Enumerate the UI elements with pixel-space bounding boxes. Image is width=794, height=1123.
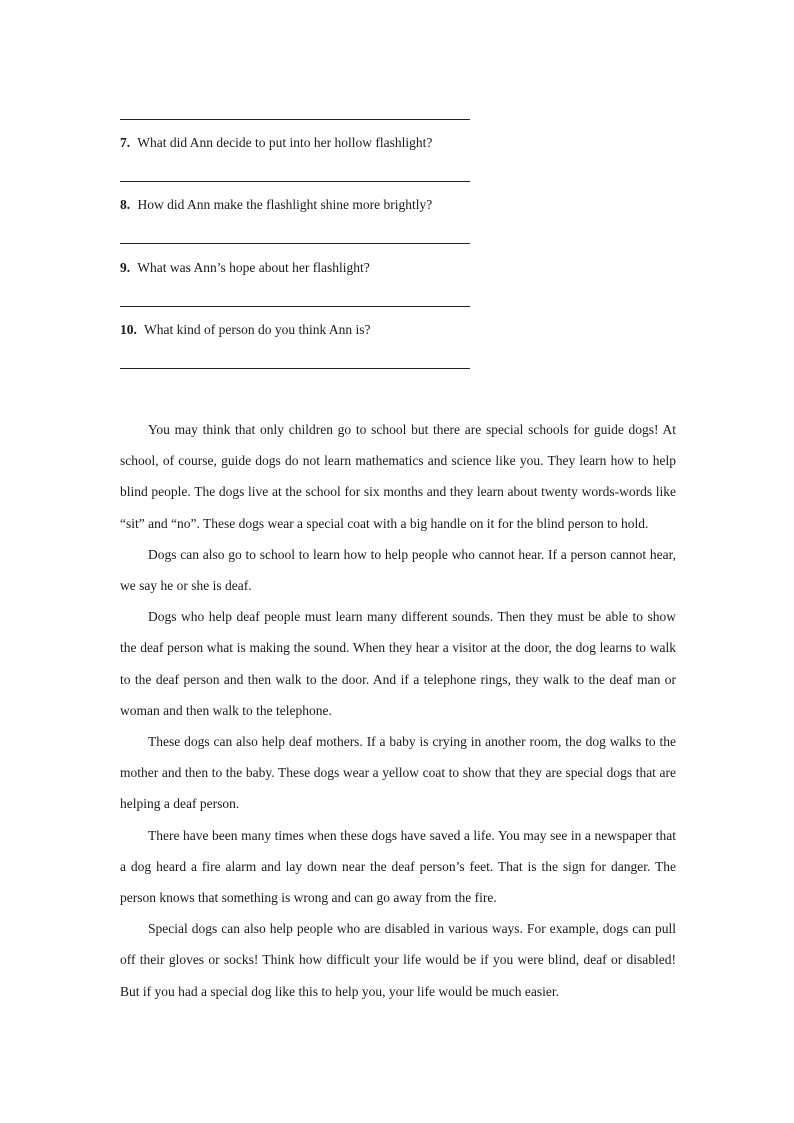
question-number: 7. — [120, 135, 131, 150]
paragraph: You may think that only children go to school but there are special schools for guide dogs! At school, of course, guide dogs do not learn mathematics and science like you. They learn how to help blind people. The dogs live at the school for six months and they learn about twenty words-words like “sit” and “no”. These dogs wear a special coat with a big handle on it for the blind person to hold. — [120, 422, 676, 531]
paragraph: Dogs who help deaf people must learn many different sounds. Then they must be able to show the deaf person what is making the sound. When they hear a visitor at the door, the dog learns to walk to the deaf person and then walk to the door. And if a telephone rings, they walk to the deaf man or woman and then walk to the telephone. — [120, 609, 676, 718]
question-text: What was Ann’s hope about her flashlight? — [137, 260, 370, 275]
paragraph: There have been many times when these dogs have saved a life. You may see in a newspaper that a dog heard a fire alarm and lay down near the deaf person’s feet. That is the sign for danger. The person knows that something is wrong and can go away from the fire. — [120, 827, 676, 906]
question-10 — [120, 321, 371, 339]
question-number: 10. — [120, 322, 137, 337]
paragraph: Dogs can also go to school to learn how to help people who cannot hear. If a person cannot hear, we say he or she is deaf. — [120, 546, 676, 594]
question-number: 8. — [120, 197, 131, 212]
answer-line-9 — [120, 306, 470, 307]
question-9 — [120, 259, 370, 277]
question-8 — [120, 196, 432, 214]
answer-line-7 — [120, 181, 470, 182]
question-number: 9. — [120, 260, 131, 275]
reading-passage — [120, 414, 676, 1007]
question-text: How did Ann make the flashlight shine more brightly? — [137, 197, 433, 212]
paragraph: Special dogs can also help people who are disabled in various ways. For example, dogs can pull off their gloves or socks! Think how difficult your life would be if you were blind, deaf or disabled! But if you had a special dog like this to help you, your life would be much easier. — [120, 921, 676, 999]
question-text: What kind of person do you think Ann is? — [144, 322, 371, 337]
question-text: What did Ann decide to put into her hollow flashlight? — [137, 135, 433, 150]
answer-line-10 — [120, 368, 470, 369]
question-7 — [120, 134, 432, 152]
answer-line-8 — [120, 243, 470, 244]
paragraph: These dogs can also help deaf mothers. If a baby is crying in another room, the dog walks to the mother and then to the baby. These dogs wear a yellow coat to show that they are special dogs that are helping a deaf person. — [120, 734, 676, 812]
answer-line-6 — [120, 119, 470, 120]
